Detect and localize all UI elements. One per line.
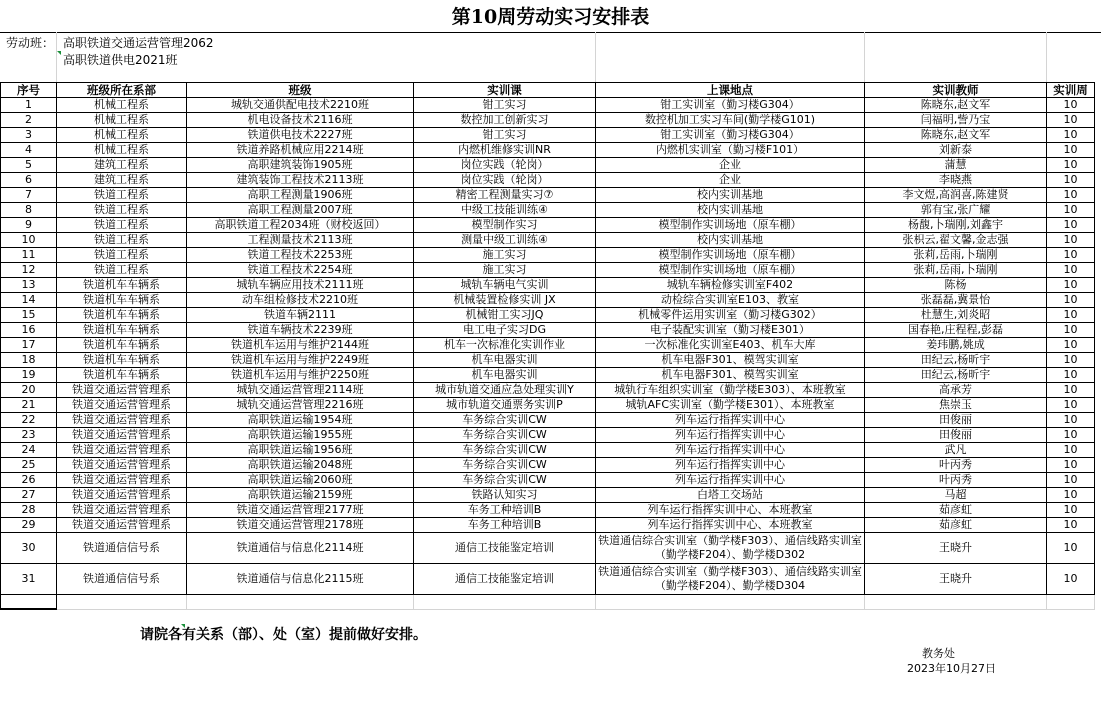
table-cell: 8 xyxy=(1,203,57,218)
table-cell: 建筑工程系 xyxy=(57,173,187,188)
table-cell: 10 xyxy=(1047,158,1095,173)
table-cell: 铁道车辆技术2239班 xyxy=(187,323,414,338)
table-cell: 内燃机实训室（勤习楼F101） xyxy=(596,143,865,158)
empty-cell xyxy=(1047,595,1095,610)
table-cell: 机械钳工实习JQ xyxy=(414,308,596,323)
table-cell: 25 xyxy=(1,458,57,473)
table-cell: 10 xyxy=(1047,383,1095,398)
table-cell: 高职铁道运输2159班 xyxy=(187,488,414,503)
table-cell: 城轨行车组织实训室（勤学楼E303）、本班教室 xyxy=(596,383,865,398)
table-cell: 武凡 xyxy=(865,443,1047,458)
office-signature: 教务处 xyxy=(922,647,955,660)
table-cell: 姜玮鹏,姚成 xyxy=(865,338,1047,353)
table-cell: 15 xyxy=(1,308,57,323)
column-header: 班级所在系部 xyxy=(57,83,187,98)
table-cell: 16 xyxy=(1,323,57,338)
table-cell: 24 xyxy=(1,443,57,458)
table-cell: 郭有宝,张广耀 xyxy=(865,203,1047,218)
table-cell: 数控加工创新实习 xyxy=(414,113,596,128)
table-cell: 钳工实训室（勤习楼G304） xyxy=(596,98,865,113)
table-cell: 铁道机车车辆系 xyxy=(57,278,187,293)
table-cell: 模型制作实训场地（原车棚） xyxy=(596,218,865,233)
table-cell: 铁道通信综合实训室（勤学楼F303）、通信线路实训室（勤学楼F204）、勤学楼D302 xyxy=(596,533,865,564)
table-cell: 10 xyxy=(1047,113,1095,128)
table-body xyxy=(1,98,1095,610)
table-cell: 铁道供电技术2227班 xyxy=(187,128,414,143)
table-cell: 列车运行指挥实训中心、本班教室 xyxy=(596,518,865,533)
empty-cell xyxy=(865,595,1047,610)
table-cell: 19 xyxy=(1,368,57,383)
labor-class-label: 劳动班： xyxy=(6,36,55,50)
table-cell: 10 xyxy=(1047,143,1095,158)
table-cell: 27 xyxy=(1,488,57,503)
table-cell: 10 xyxy=(1,233,57,248)
table-cell: 10 xyxy=(1047,278,1095,293)
empty-cell xyxy=(57,595,187,610)
table-cell: 列车运行指挥实训中心 xyxy=(596,443,865,458)
table-cell: 企业 xyxy=(596,158,865,173)
table-cell: 10 xyxy=(1047,173,1095,188)
table-cell: 张莉,岳雨,卜瑞刚 xyxy=(865,248,1047,263)
table-cell: 李文煜,高润喜,陈建贤 xyxy=(865,188,1047,203)
table-cell: 26 xyxy=(1,473,57,488)
table-cell: 2 xyxy=(1,113,57,128)
table-cell: 建筑装饰工程技术2113班 xyxy=(187,173,414,188)
table-row xyxy=(1,158,1095,173)
table-cell: 14 xyxy=(1,293,57,308)
table-cell: 10 xyxy=(1047,263,1095,278)
grid-line xyxy=(56,32,57,82)
table-cell: 铁道机车车辆系 xyxy=(57,308,187,323)
column-header: 班级 xyxy=(187,83,414,98)
schedule-table xyxy=(0,82,1095,610)
table-cell: 10 xyxy=(1047,308,1095,323)
table-cell: 城市轨道交通应急处理实训Y xyxy=(414,383,596,398)
table-cell: 机车一次标准化实训作业 xyxy=(414,338,596,353)
table-cell: 10 xyxy=(1047,128,1095,143)
table-cell: 叶丙秀 xyxy=(865,473,1047,488)
table-cell: 张枳云,翟文馨,金志强 xyxy=(865,233,1047,248)
table-cell: 铁道交通运营管理2178班 xyxy=(187,518,414,533)
table-cell: 列车运行指挥实训中心 xyxy=(596,428,865,443)
table-cell: 陈杨 xyxy=(865,278,1047,293)
table-cell: 叶丙秀 xyxy=(865,458,1047,473)
table-cell: 10 xyxy=(1047,564,1095,595)
table-cell: 23 xyxy=(1,428,57,443)
table-cell: 20 xyxy=(1,383,57,398)
comment-marker-icon xyxy=(57,51,61,55)
table-cell: 列车运行指挥实训中心、本班教室 xyxy=(596,503,865,518)
table-cell: 列车运行指挥实训中心 xyxy=(596,458,865,473)
table-cell: 铁道机车车辆系 xyxy=(57,338,187,353)
empty-cell xyxy=(596,595,865,610)
table-cell: 田纪云,杨昕宇 xyxy=(865,368,1047,383)
table-cell: 车务综合实训CW xyxy=(414,413,596,428)
table-cell: 10 xyxy=(1047,188,1095,203)
table-cell: 10 xyxy=(1047,323,1095,338)
footer-divider xyxy=(0,608,56,609)
table-cell: 10 xyxy=(1047,293,1095,308)
table-cell: 茹彦虹 xyxy=(865,503,1047,518)
table-cell: 10 xyxy=(1047,518,1095,533)
table-cell: 铁道交通运营管理系 xyxy=(57,428,187,443)
table-cell: 城轨交通运营管理2216班 xyxy=(187,398,414,413)
table-cell: 城市轨道交通票务实训P xyxy=(414,398,596,413)
table-cell: 铁道车辆2111 xyxy=(187,308,414,323)
table-cell: 5 xyxy=(1,158,57,173)
table-cell: 铁道工程技术2253班 xyxy=(187,248,414,263)
labor-class-line1: 高职铁道交通运营管理2062 xyxy=(63,36,214,50)
table-cell: 机电设备技术2116班 xyxy=(187,113,414,128)
table-cell: 动车组检修技术2210班 xyxy=(187,293,414,308)
table-row xyxy=(1,488,1095,503)
table-cell: 钳工实习 xyxy=(414,128,596,143)
table-row xyxy=(1,533,1095,564)
grid-line xyxy=(595,32,596,82)
table-cell: 高职建筑装饰1905班 xyxy=(187,158,414,173)
table-cell: 10 xyxy=(1047,533,1095,564)
table-cell: 铁道交通运营管理系 xyxy=(57,488,187,503)
table-header-row xyxy=(1,83,1095,98)
table-cell: 10 xyxy=(1047,443,1095,458)
table-cell: 铁道交通运营管理系 xyxy=(57,473,187,488)
table-cell: 铁道通信信号系 xyxy=(57,564,187,595)
table-cell: 13 xyxy=(1,278,57,293)
table-cell: 高职铁道运输2060班 xyxy=(187,473,414,488)
table-cell: 张莉,岳雨,卜瑞刚 xyxy=(865,263,1047,278)
table-cell: 铁道工程系 xyxy=(57,188,187,203)
table-cell: 3 xyxy=(1,128,57,143)
table-cell: 城轨车辆电气实训 xyxy=(414,278,596,293)
table-cell: 车务工种培训B xyxy=(414,503,596,518)
table-cell: 电工电子实习DG xyxy=(414,323,596,338)
table-row xyxy=(1,323,1095,338)
table-cell: 城轨车辆检修实训室F402 xyxy=(596,278,865,293)
table-row xyxy=(1,293,1095,308)
table-row xyxy=(1,113,1095,128)
table-cell: 钳工实训室（勤习楼G304） xyxy=(596,128,865,143)
table-cell: 10 xyxy=(1047,473,1095,488)
table-row xyxy=(1,248,1095,263)
table-cell: 铁道交通运营管理系 xyxy=(57,443,187,458)
table-cell: 数控机加工实习车间(勤学楼G101) xyxy=(596,113,865,128)
table-cell: 31 xyxy=(1,564,57,595)
table-cell: 铁道通信与信息化2115班 xyxy=(187,564,414,595)
table-row xyxy=(1,233,1095,248)
table-cell: 车务综合实训CW xyxy=(414,428,596,443)
table-cell: 机车电器F301、模驾实训室 xyxy=(596,353,865,368)
table-row xyxy=(1,564,1095,595)
table-cell: 7 xyxy=(1,188,57,203)
table-cell: 铁道交通运营管理系 xyxy=(57,518,187,533)
table-cell: 22 xyxy=(1,413,57,428)
table-cell: 10 xyxy=(1047,398,1095,413)
table-cell: 杜慧生,刘炎昭 xyxy=(865,308,1047,323)
table-cell: 铁道工程技术2254班 xyxy=(187,263,414,278)
table-cell: 铁道通信与信息化2114班 xyxy=(187,533,414,564)
table-row xyxy=(1,128,1095,143)
table-cell: 机械零件运用实训室（勤习楼G302） xyxy=(596,308,865,323)
table-cell: 铁道交通运营管理系 xyxy=(57,503,187,518)
table-row xyxy=(1,428,1095,443)
table-cell: 白塔工交场站 xyxy=(596,488,865,503)
table-cell: 模型制作实训场地（原车棚） xyxy=(596,263,865,278)
table-cell: 国春艳,庄程程,彭磊 xyxy=(865,323,1047,338)
table-cell: 陈晓东,赵文军 xyxy=(865,128,1047,143)
table-row xyxy=(1,368,1095,383)
table-cell: 车务综合实训CW xyxy=(414,473,596,488)
table-cell: 铁道机车运用与维护2144班 xyxy=(187,338,414,353)
table-cell: 茹彦虹 xyxy=(865,518,1047,533)
table-row xyxy=(1,263,1095,278)
title-divider xyxy=(0,32,1101,33)
table-cell: 模型制作实训场地（原车棚） xyxy=(596,248,865,263)
table-cell: 岗位实践（轮岗） xyxy=(414,173,596,188)
table-cell: 铁道机车车辆系 xyxy=(57,293,187,308)
table-cell: 铁道机车车辆系 xyxy=(57,353,187,368)
table-cell: 机车电器实训 xyxy=(414,353,596,368)
table-cell: 铁道养路机械应用2214班 xyxy=(187,143,414,158)
table-cell: 企业 xyxy=(596,173,865,188)
table-cell: 10 xyxy=(1047,233,1095,248)
table-cell: 动检综合实训室E103、教室 xyxy=(596,293,865,308)
table-cell: 高承芳 xyxy=(865,383,1047,398)
table-cell: 10 xyxy=(1047,413,1095,428)
table-cell: 铁道工程系 xyxy=(57,218,187,233)
table-row xyxy=(1,308,1095,323)
table-cell: 一次标准化实训室E403、机车大库 xyxy=(596,338,865,353)
table-cell: 测量中级工训练④ xyxy=(414,233,596,248)
table-cell: 校内实训基地 xyxy=(596,203,865,218)
table-cell: 10 xyxy=(1047,98,1095,113)
table-cell: 陈晓东,赵文军 xyxy=(865,98,1047,113)
column-header: 序号 xyxy=(1,83,57,98)
table-row xyxy=(1,518,1095,533)
table-cell: 10 xyxy=(1047,428,1095,443)
table-cell: 高职铁道运输1956班 xyxy=(187,443,414,458)
column-header: 上课地点 xyxy=(596,83,865,98)
table-cell: 10 xyxy=(1047,368,1095,383)
table-cell: 田俊丽 xyxy=(865,413,1047,428)
table-cell: 10 xyxy=(1047,248,1095,263)
table-cell: 城轨交通供配电技术2210班 xyxy=(187,98,414,113)
table-cell: 30 xyxy=(1,533,57,564)
table-row xyxy=(1,383,1095,398)
table-cell: 校内实训基地 xyxy=(596,233,865,248)
column-header: 实训教师 xyxy=(865,83,1047,98)
table-cell: 铁道交通运营管理系 xyxy=(57,458,187,473)
table-cell: 列车运行指挥实训中心 xyxy=(596,413,865,428)
table-cell: 李晓燕 xyxy=(865,173,1047,188)
table-cell: 机械工程系 xyxy=(57,113,187,128)
table-cell: 铁道工程系 xyxy=(57,248,187,263)
table-cell: 铁道交通运营管理系 xyxy=(57,413,187,428)
issue-date: 2023年10月27日 xyxy=(907,662,996,675)
table-row xyxy=(1,503,1095,518)
table-cell: 6 xyxy=(1,173,57,188)
table-cell: 高职铁道运输1954班 xyxy=(187,413,414,428)
table-cell: 高职铁道工程2034班（财校返回） xyxy=(187,218,414,233)
table-cell: 机械工程系 xyxy=(57,128,187,143)
table-row xyxy=(1,98,1095,113)
comment-marker-icon xyxy=(181,624,185,628)
empty-row xyxy=(1,595,1095,610)
table-cell: 田纪云,杨昕宇 xyxy=(865,353,1047,368)
table-cell: 电子装配实训室（勤习楼E301） xyxy=(596,323,865,338)
table-cell: 高职工程测量2007班 xyxy=(187,203,414,218)
table-cell: 机械装置检修实训 JX xyxy=(414,293,596,308)
table-row xyxy=(1,413,1095,428)
table-cell: 铁道通信信号系 xyxy=(57,533,187,564)
table-cell: 18 xyxy=(1,353,57,368)
table-cell: 通信工技能鉴定培训 xyxy=(414,533,596,564)
table-row xyxy=(1,398,1095,413)
table-cell: 铁道工程系 xyxy=(57,263,187,278)
table-cell: 张磊磊,冀景怡 xyxy=(865,293,1047,308)
table-cell: 高职铁道运输2048班 xyxy=(187,458,414,473)
table-cell: 建筑工程系 xyxy=(57,158,187,173)
table-cell: 机车电器实训 xyxy=(414,368,596,383)
table-cell: 焦崇玉 xyxy=(865,398,1047,413)
table-row xyxy=(1,143,1095,158)
grid-line xyxy=(1046,32,1047,82)
table-cell: 城轨交通运营管理2114班 xyxy=(187,383,414,398)
table-cell: 29 xyxy=(1,518,57,533)
table-cell: 中级工技能训练④ xyxy=(414,203,596,218)
table-cell: 城轨AFC实训室（勤学楼E301）、本班教室 xyxy=(596,398,865,413)
table-cell: 铁道通信综合实训室（勤学楼F303）、通信线路实训室（勤学楼F204）、勤学楼D304 xyxy=(596,564,865,595)
labor-class-line2: 高职铁道供电2021班 xyxy=(63,53,178,67)
table-row xyxy=(1,278,1095,293)
table-row xyxy=(1,173,1095,188)
table-cell: 铁道交通运营管理系 xyxy=(57,383,187,398)
table-cell: 王晓升 xyxy=(865,533,1047,564)
table-row xyxy=(1,473,1095,488)
table-cell: 模型制作实习 xyxy=(414,218,596,233)
table-cell: 12 xyxy=(1,263,57,278)
table-row xyxy=(1,203,1095,218)
table-cell: 刘新泰 xyxy=(865,143,1047,158)
table-row xyxy=(1,218,1095,233)
table-cell: 车务综合实训CW xyxy=(414,458,596,473)
table-row xyxy=(1,443,1095,458)
table-cell: 铁道机车车辆系 xyxy=(57,368,187,383)
table-cell: 21 xyxy=(1,398,57,413)
table-cell: 铁道机车运用与维护2250班 xyxy=(187,368,414,383)
empty-cell xyxy=(187,595,414,610)
table-row xyxy=(1,353,1095,368)
table-cell: 车务工种培训B xyxy=(414,518,596,533)
table-cell: 铁道机车运用与维护2249班 xyxy=(187,353,414,368)
table-cell: 城轨车辆应用技术2111班 xyxy=(187,278,414,293)
table-cell: 蒲慧 xyxy=(865,158,1047,173)
table-cell: 17 xyxy=(1,338,57,353)
table-cell: 10 xyxy=(1047,488,1095,503)
table-cell: 列车运行指挥实训中心 xyxy=(596,473,865,488)
table-cell: 10 xyxy=(1047,503,1095,518)
table-cell: 10 xyxy=(1047,353,1095,368)
table-cell: 施工实习 xyxy=(414,263,596,278)
table-cell: 10 xyxy=(1047,218,1095,233)
column-header: 实训课 xyxy=(414,83,596,98)
table-cell: 精密工程测量实习⑦ xyxy=(414,188,596,203)
table-cell: 铁道机车车辆系 xyxy=(57,323,187,338)
table-cell: 机械工程系 xyxy=(57,98,187,113)
table-cell: 杨馥,卜瑞刚,刘鑫宇 xyxy=(865,218,1047,233)
table-cell: 11 xyxy=(1,248,57,263)
page-title: 第10周劳动实习安排表 xyxy=(451,6,650,28)
table-cell: 工程测量技术2113班 xyxy=(187,233,414,248)
table-cell: 王晓升 xyxy=(865,564,1047,595)
table-cell: 施工实习 xyxy=(414,248,596,263)
grid-line xyxy=(864,32,865,82)
table-cell: 铁路认知实习 xyxy=(414,488,596,503)
table-cell: 钳工实习 xyxy=(414,98,596,113)
table-row xyxy=(1,338,1095,353)
empty-cell xyxy=(414,595,596,610)
table-cell: 闫福明,訾乃宝 xyxy=(865,113,1047,128)
table-cell: 9 xyxy=(1,218,57,233)
table-cell: 10 xyxy=(1047,338,1095,353)
table-cell: 28 xyxy=(1,503,57,518)
table-cell: 机械工程系 xyxy=(57,143,187,158)
table-cell: 1 xyxy=(1,98,57,113)
notice-text: 请院各有关系（部）、处（室）提前做好安排。 xyxy=(140,627,427,643)
table-cell: 4 xyxy=(1,143,57,158)
column-header: 实训周 xyxy=(1047,83,1095,98)
table-cell: 铁道工程系 xyxy=(57,233,187,248)
table-cell: 10 xyxy=(1047,203,1095,218)
table-cell: 马超 xyxy=(865,488,1047,503)
table-cell: 车务综合实训CW xyxy=(414,443,596,458)
table-cell: 铁道交通运营管理2177班 xyxy=(187,503,414,518)
table-cell: 内燃机维修实训NR xyxy=(414,143,596,158)
table-cell: 校内实训基地 xyxy=(596,188,865,203)
table-cell: 高职工程测量1906班 xyxy=(187,188,414,203)
table-cell: 铁道工程系 xyxy=(57,203,187,218)
table-cell: 田俊丽 xyxy=(865,428,1047,443)
table-row xyxy=(1,188,1095,203)
table-cell: 高职铁道运输1955班 xyxy=(187,428,414,443)
table-cell: 通信工技能鉴定培训 xyxy=(414,564,596,595)
table-cell: 岗位实践（轮岗） xyxy=(414,158,596,173)
table-cell: 机车电器F301、模驾实训室 xyxy=(596,368,865,383)
table-cell: 铁道交通运营管理系 xyxy=(57,398,187,413)
table-cell: 10 xyxy=(1047,458,1095,473)
table-row xyxy=(1,458,1095,473)
